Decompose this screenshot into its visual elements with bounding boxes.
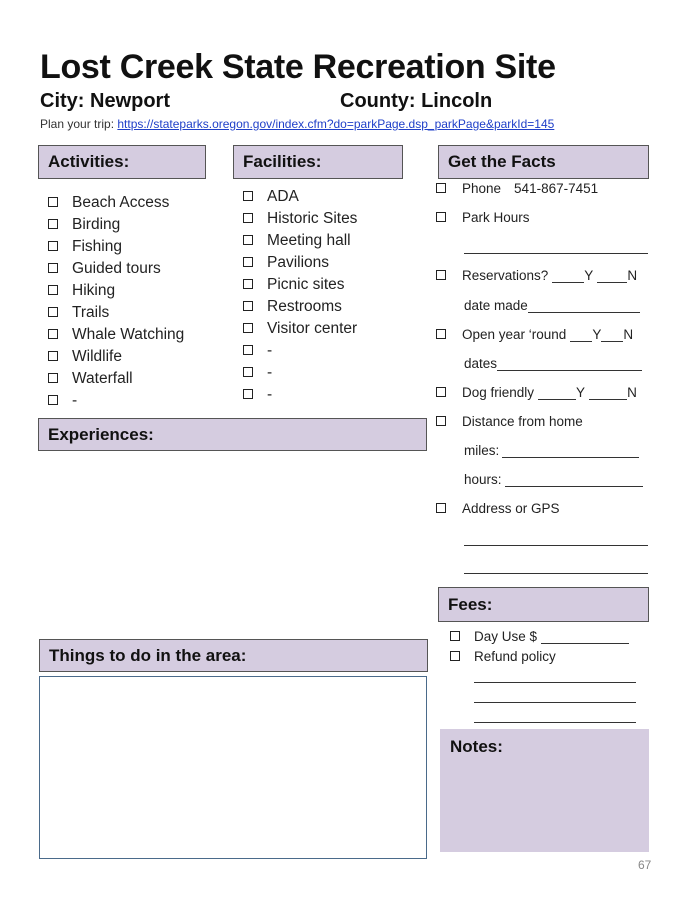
plan-trip-label: Plan your trip:	[40, 117, 118, 131]
checklist-item[interactable]: Visitor center	[243, 318, 357, 340]
refund-row	[450, 649, 556, 664]
distance-label: Distance from home	[462, 414, 583, 429]
checkbox-icon[interactable]	[243, 257, 253, 267]
county-label: County: Lincoln	[340, 90, 493, 112]
checkbox-icon[interactable]	[48, 285, 58, 295]
dates-blank[interactable]	[497, 356, 642, 371]
checkbox-icon[interactable]	[48, 329, 58, 339]
phone-row	[436, 181, 598, 196]
address-row	[436, 501, 560, 516]
checkbox-icon[interactable]	[243, 301, 253, 311]
things-writing-area[interactable]	[39, 676, 427, 859]
checklist-item[interactable]: Fishing	[48, 236, 184, 258]
checkbox-icon[interactable]	[48, 351, 58, 361]
reservations-yes-blank[interactable]	[552, 268, 584, 283]
checklist-item[interactable]: Wildlife	[48, 346, 184, 368]
checkbox-icon[interactable]	[48, 241, 58, 251]
facilities-list	[243, 186, 357, 406]
checklist-item[interactable]: Restrooms	[243, 296, 357, 318]
checkbox-icon[interactable]	[243, 367, 253, 377]
hours-label: hours:	[464, 472, 502, 487]
checkbox-icon[interactable]	[243, 323, 253, 333]
refund-line-3[interactable]	[474, 722, 636, 723]
checklist-item[interactable]: -	[243, 362, 357, 384]
checklist-item[interactable]: Hiking	[48, 280, 184, 302]
fees-heading-text: Fees:	[448, 594, 493, 614]
checklist-item[interactable]: Meeting hall	[243, 230, 357, 252]
refund-line-1[interactable]	[474, 682, 636, 683]
checklist-item[interactable]: -	[48, 390, 184, 412]
miles-row	[464, 443, 639, 458]
park-hours-line[interactable]	[464, 253, 648, 254]
checklist-item[interactable]: Beach Access	[48, 192, 184, 214]
checklist-item[interactable]: Birding	[48, 214, 184, 236]
activities-heading	[38, 145, 206, 179]
reservations-no-blank[interactable]	[597, 268, 627, 283]
experiences-heading-text: Experiences:	[48, 424, 154, 444]
park-hours-row	[436, 210, 530, 225]
checkbox-icon[interactable]	[48, 219, 58, 229]
checkbox-icon[interactable]	[243, 279, 253, 289]
date-made-blank[interactable]	[528, 298, 640, 313]
miles-label: miles:	[464, 443, 500, 458]
reservations-label: Reservations?	[462, 268, 549, 283]
checklist-item[interactable]: -	[243, 384, 357, 406]
park-link[interactable]: https://stateparks.oregon.gov/index.cfm?do=parkPage.dsp_parkPage&parkId=145	[117, 117, 555, 131]
reservations-row: Reservations? Y N	[436, 268, 637, 283]
date-made-label: date made	[464, 298, 528, 313]
page-number: 67	[638, 858, 652, 872]
hours-blank[interactable]	[505, 472, 643, 487]
hours-row	[464, 472, 643, 487]
page-title: Lost Creek State Recreation Site	[40, 48, 556, 86]
day-use-blank[interactable]	[541, 629, 629, 644]
checklist-item[interactable]: Picnic sites	[243, 274, 357, 296]
checkbox-icon[interactable]	[48, 263, 58, 273]
checkbox-icon[interactable]	[48, 395, 58, 405]
dog-friendly-row: Dog friendly Y N	[436, 385, 637, 400]
notes-box[interactable]	[440, 729, 649, 852]
date-made-row	[464, 298, 640, 313]
city-label: City: Newport	[40, 90, 170, 112]
checklist-item[interactable]: Pavilions	[243, 252, 357, 274]
facts-heading-text: Get the Facts	[448, 152, 556, 171]
miles-blank[interactable]	[502, 443, 639, 458]
checkbox-icon[interactable]	[436, 503, 446, 513]
checkbox-icon[interactable]	[436, 183, 446, 193]
checkbox-icon[interactable]	[450, 651, 460, 661]
park-hours-label: Park Hours	[462, 210, 530, 225]
checkbox-icon[interactable]	[436, 329, 446, 339]
facts-heading	[438, 145, 649, 179]
address-label: Address or GPS	[462, 501, 560, 516]
checkbox-icon[interactable]	[243, 235, 253, 245]
checkbox-icon[interactable]	[243, 191, 253, 201]
checklist-item[interactable]: Trails	[48, 302, 184, 324]
checkbox-icon[interactable]	[436, 212, 446, 222]
address-line-2[interactable]	[464, 573, 648, 574]
checkbox-icon[interactable]	[243, 213, 253, 223]
day-use-row	[450, 629, 629, 644]
open-year-row: Open year ‘round Y N	[436, 327, 633, 342]
checklist-item[interactable]: -	[243, 340, 357, 362]
dog-friendly-label: Dog friendly	[462, 385, 535, 400]
fees-heading	[438, 587, 649, 622]
refund-line-2[interactable]	[474, 702, 636, 703]
distance-row	[436, 414, 583, 429]
day-use-label: Day Use $	[474, 629, 538, 644]
things-heading	[39, 639, 428, 672]
checklist-item[interactable]: Historic Sites	[243, 208, 357, 230]
checkbox-icon[interactable]	[436, 270, 446, 280]
dates-label: dates	[464, 356, 498, 371]
plan-trip-line	[40, 117, 554, 131]
notes-heading: Notes:	[450, 737, 503, 756]
checklist-item[interactable]: ADA	[243, 186, 357, 208]
phone-number: 541-867-7451	[514, 181, 599, 196]
experiences-heading	[38, 418, 427, 451]
open-year-label: Open year ‘round	[462, 327, 567, 342]
open-no-blank[interactable]	[601, 327, 623, 342]
facilities-heading-text: Facilities:	[243, 152, 322, 171]
checkbox-icon[interactable]	[436, 387, 446, 397]
checkbox-icon[interactable]	[243, 345, 253, 355]
address-line-1[interactable]	[464, 545, 648, 546]
activities-heading-text: Activities:	[48, 152, 130, 171]
checkbox-icon[interactable]	[450, 631, 460, 641]
checklist-item[interactable]: Whale Watching	[48, 324, 184, 346]
things-heading-text: Things to do in the area:	[49, 645, 247, 665]
checkbox-icon[interactable]	[48, 373, 58, 383]
dog-yes-blank[interactable]	[538, 385, 576, 400]
checklist-item[interactable]: Waterfall	[48, 368, 184, 390]
refund-label: Refund policy	[474, 649, 556, 664]
open-yes-blank[interactable]	[570, 327, 592, 342]
activities-list	[48, 192, 184, 412]
checkbox-icon[interactable]	[436, 416, 446, 426]
checkbox-icon[interactable]	[48, 307, 58, 317]
phone-label: Phone	[462, 181, 502, 196]
dog-no-blank[interactable]	[589, 385, 627, 400]
checklist-item[interactable]: Guided tours	[48, 258, 184, 280]
dates-row	[464, 356, 642, 371]
facilities-heading	[233, 145, 403, 179]
checkbox-icon[interactable]	[48, 197, 58, 207]
checkbox-icon[interactable]	[243, 389, 253, 399]
